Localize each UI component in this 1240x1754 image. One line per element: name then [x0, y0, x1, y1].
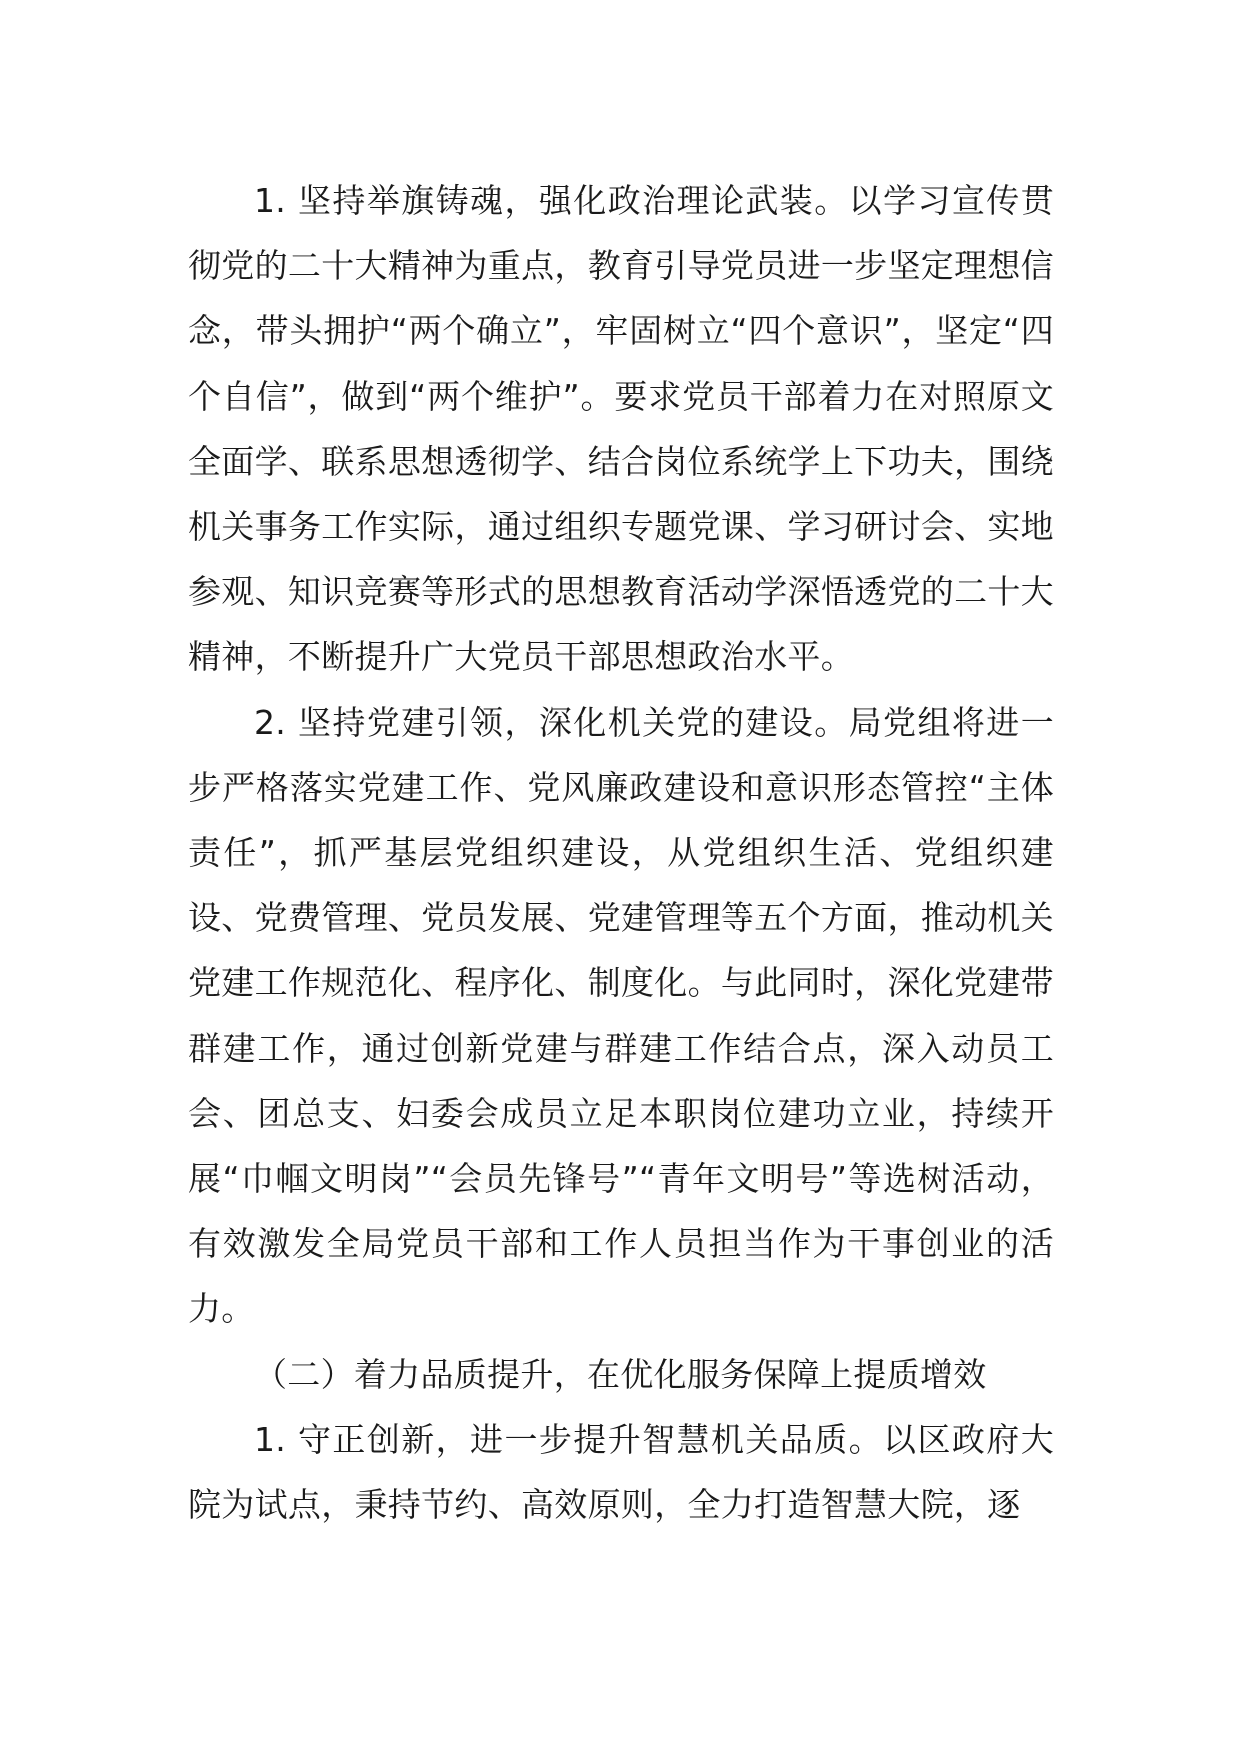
- paragraph-party-building: 2. 坚持党建引领，深化机关党的建设。局党组将进一步严格落实党建工作、党风廉政建设和意识形态管控“主体责任”，抓严基层党组织建设，从党组织生活、党组织建设、党费管理、党员发展、党建管理等五个方面，推动机关党建工作规范化、程序化、制度化。与此同时，深化党建带群建工作，通过创新党建与群建工作结合点，深入动员工会、团总支、妇委会成员立足本职岗位建功立业，持续开展“巾帼文明岗”“会员先锋号”“青年文明号”等选树活动，有效激发全局党员干部和工作人员担当作为干事创业的活力。: [188, 702, 1054, 1329]
- section-heading-quality-improvement: （二）着力品质提升，在优化服务保障上提质增效: [254, 1354, 987, 1394]
- paragraph-political-theory: 1. 坚持举旗铸魂，强化政治理论武装。以学习宣传贯彻党的二十大精神为重点，教育引导党员进一步坚定理想信念，带头拥护“两个确立”，牢固树立“四个意识”，坚定“四个自信”，做到“两个维护”。要求党员干部着力在对照原文全面学、联系思想透彻学、结合岗位系统学上下功夫，围绕机关事务工作实际，通过组织专题党课、学习研讨会、实地参观、知识竞赛等形式的思想教育活动学深悟透党的二十大精神，不断提升广大党员干部思想政治水平。: [188, 181, 1054, 677]
- document-body: [188, 168, 1054, 1537]
- paragraph-smart-agency: 1. 守正创新，进一步提升智慧机关品质。以区政府大院为试点，秉持节约、高效原则，全力打造智慧大院，逐: [188, 1419, 1054, 1525]
